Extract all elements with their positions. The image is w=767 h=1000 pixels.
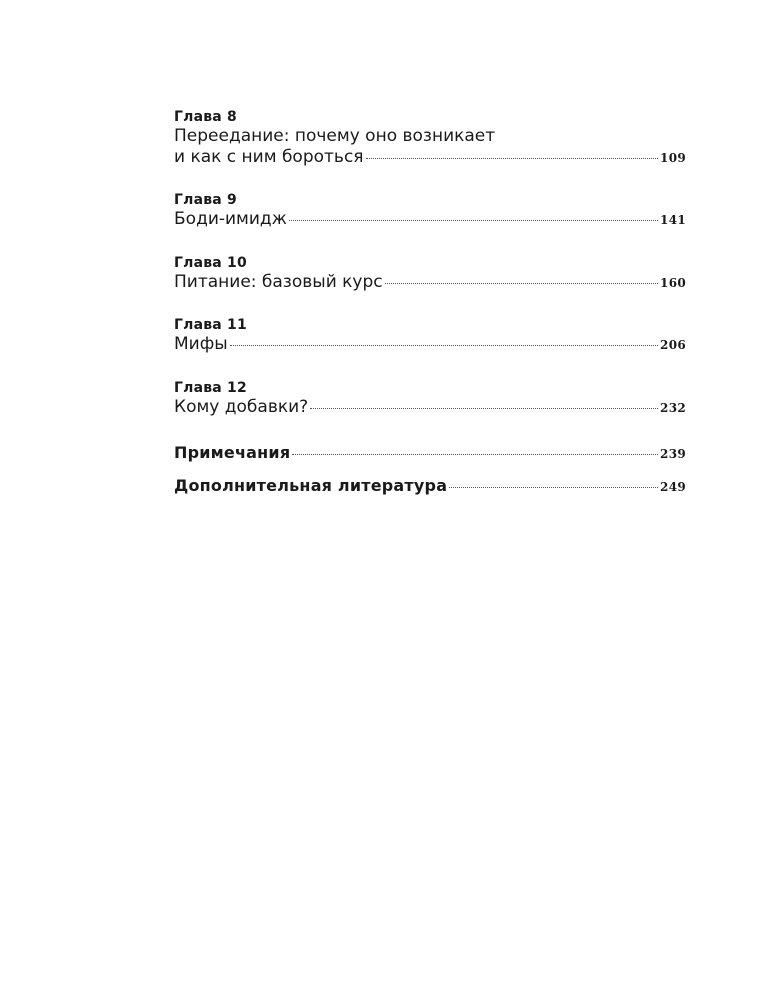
toc-entry-notes[interactable]	[174, 443, 686, 463]
dot-leader	[289, 220, 658, 221]
chapter-title: Питание: базовый курс	[174, 272, 383, 292]
chapter-label: Глава 12	[174, 380, 247, 396]
chapter-label: Глава 11	[174, 317, 247, 333]
toc-entry-further-reading[interactable]	[174, 476, 686, 496]
page-number: 239	[660, 447, 686, 461]
chapter-title-row	[174, 272, 686, 293]
page-number: 109	[660, 151, 686, 165]
backmatter-title: Примечания	[174, 443, 291, 462]
dot-leader	[230, 345, 658, 346]
chapter-title-row	[174, 209, 686, 230]
page-number: 141	[660, 213, 686, 227]
toc-entry-chapter-8[interactable]	[174, 108, 686, 168]
dot-leader	[310, 408, 658, 409]
chapter-title: Боди-имидж	[174, 209, 287, 229]
dot-leader	[385, 283, 658, 284]
toc-entry-chapter-12[interactable]	[174, 379, 686, 418]
chapter-title-line-1: Переедание: почему оно возникает	[174, 126, 496, 146]
dot-leader	[366, 158, 659, 159]
page-number: 206	[660, 338, 686, 352]
chapter-label: Глава 8	[174, 109, 237, 125]
chapter-label: Глава 9	[174, 192, 237, 208]
chapter-title-row	[174, 397, 686, 418]
toc-entry-chapter-10[interactable]	[174, 254, 686, 293]
chapter-title-line-2: и как с ним бороться	[174, 147, 364, 167]
page-number: 160	[660, 276, 686, 290]
chapter-title-row	[174, 334, 686, 355]
chapter-title-row	[174, 147, 686, 168]
page-number: 249	[660, 480, 686, 494]
chapter-title: Кому добавки?	[174, 397, 309, 417]
chapter-label: Глава 10	[174, 255, 247, 271]
dot-leader	[292, 454, 658, 455]
toc-entry-chapter-9[interactable]	[174, 191, 686, 230]
chapter-title: Мифы	[174, 334, 228, 354]
toc-entry-chapter-11[interactable]	[174, 316, 686, 355]
table-of-contents	[174, 108, 686, 496]
page-number: 232	[660, 401, 686, 415]
backmatter-title: Дополнительная литература	[174, 476, 448, 495]
dot-leader	[449, 487, 658, 488]
